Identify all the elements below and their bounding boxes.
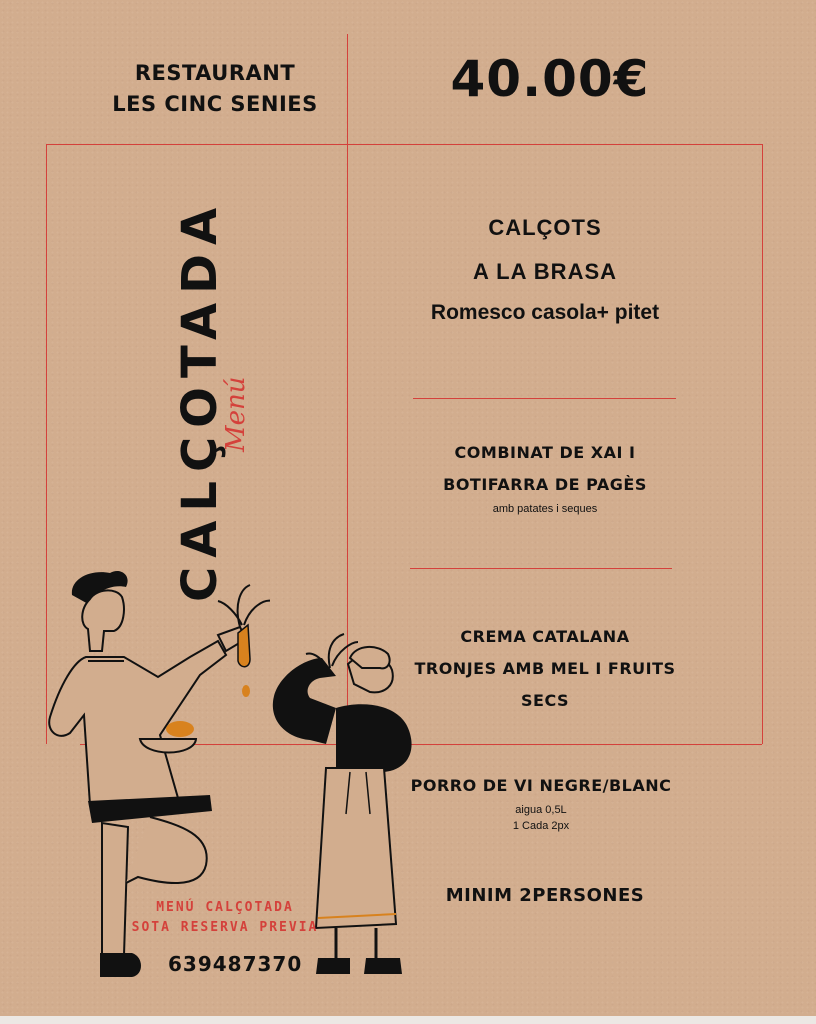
course-xai <box>400 437 690 517</box>
course-1-sub: Romesco casola+ pitet <box>430 301 660 324</box>
course-2-line-1: COMBINAT DE XAI I <box>454 443 636 462</box>
frame-right-rule <box>762 144 763 744</box>
course-dessert <box>400 621 690 717</box>
course-calcots <box>395 206 695 332</box>
course-1-line-1: CALÇOTS <box>488 215 602 240</box>
minimum-persons: MINIM 2PERSONES <box>445 885 645 906</box>
frame-top-rule <box>46 144 763 145</box>
restaurant-line-1: RESTAURANT <box>134 61 296 85</box>
course-3-line-2: TRONJES AMB MEL I FRUITS <box>414 659 676 678</box>
divider-2 <box>410 568 672 569</box>
course-4-line-1: PORRO DE VI NEGRE/BLANC <box>410 776 672 795</box>
title-script <box>216 340 256 460</box>
course-3-line-1: CREMA CATALANA <box>460 627 630 646</box>
course-4-sub-1: aigua 0,5L <box>515 804 567 816</box>
course-2-line-2: BOTIFARRA DE PAGÈS <box>443 475 647 494</box>
bottom-strip <box>0 1016 816 1024</box>
course-3-line-3: SECS <box>520 691 569 710</box>
menu-price: 40.00€ <box>450 50 650 108</box>
course-4-sub-2: 1 Cada 2px <box>512 820 570 832</box>
phone-number[interactable]: 639487370 <box>168 952 303 976</box>
restaurant-line-2: LES CINC SENIES <box>112 92 318 116</box>
restaurant-name <box>90 58 340 120</box>
course-1-line-2: A LA BRASA <box>472 259 618 284</box>
reservation-line-2: SOTA RESERVA PREVIA <box>131 920 319 935</box>
reservation-note <box>110 898 340 938</box>
course-drinks <box>400 770 682 834</box>
title-vertical-text: CALÇOTADA <box>172 198 228 602</box>
reservation-line-1: MENÚ CALÇOTADA <box>156 900 294 915</box>
course-2-sub: amb patates i seques <box>492 503 598 515</box>
divider-1 <box>413 398 676 399</box>
title-script-text: Menú <box>221 376 251 452</box>
